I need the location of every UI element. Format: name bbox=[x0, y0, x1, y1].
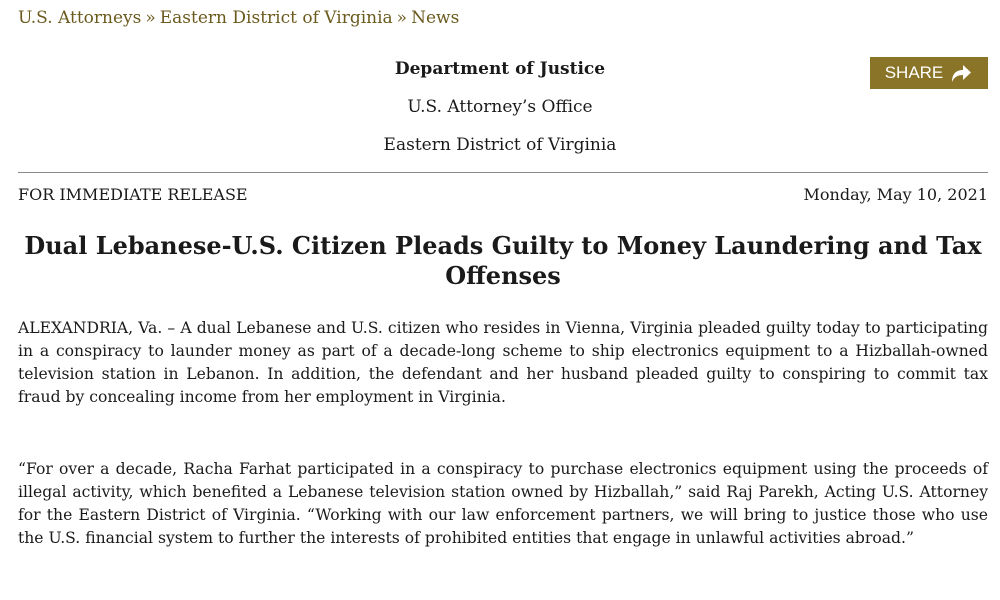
breadcrumb bbox=[18, 8, 459, 28]
share-button[interactable] bbox=[870, 57, 988, 89]
share-arrow-icon bbox=[949, 62, 973, 84]
share-label: SHARE bbox=[884, 63, 944, 82]
article-headline: Dual Lebanese-U.S. Citizen Pleads Guilty to Money Laundering and Tax Offenses bbox=[24, 231, 982, 290]
article-paragraph-2: “For over a decade, Racha Farhat participated in a conspiracy to purchase electronics equipment using the proceeds of illegal activity, which benefited a Lebanese television station owned by Hizballah,” said Raj Parekh, Acting U.S. Attorney for the Eastern District of Virginia. “Working with our law enforcement partners, we will bring to justice those who use the U.S. financial system to further the interests of prohibited entities that engage in unlawful activities abroad.” bbox=[18, 460, 988, 547]
district-title: Eastern District of Virginia bbox=[383, 135, 617, 155]
office-title: U.S. Attorney’s Office bbox=[407, 97, 593, 117]
breadcrumb-separator: » bbox=[396, 8, 408, 28]
header-divider bbox=[18, 172, 988, 173]
breadcrumb-us-attorneys-link[interactable]: U.S. Attorneys bbox=[18, 8, 142, 28]
release-label: FOR IMMEDIATE RELEASE bbox=[18, 185, 248, 204]
department-title: Department of Justice bbox=[394, 59, 606, 79]
breadcrumb-separator: » bbox=[145, 8, 156, 28]
office-header bbox=[0, 50, 1000, 164]
article-paragraph-1: ALEXANDRIA, Va. – A dual Lebanese and U.S. citizen who resides in Vienna, Virginia pleaded guilty today to participating in a conspiracy to launder money as part of a decade-long scheme to ship electronics equipment to a Hizballah-owned television station in Lebanon. In addition, the defendant and her husband pleaded guilty to conspiring to commit tax fraud by concealing income from her employment in Virginia. bbox=[18, 319, 988, 406]
breadcrumb-eastern-district-link[interactable]: Eastern District of Virginia bbox=[159, 8, 393, 28]
breadcrumb-news-link[interactable]: News bbox=[411, 8, 460, 28]
release-row bbox=[18, 185, 988, 204]
release-date: Monday, May 10, 2021 bbox=[803, 185, 988, 204]
